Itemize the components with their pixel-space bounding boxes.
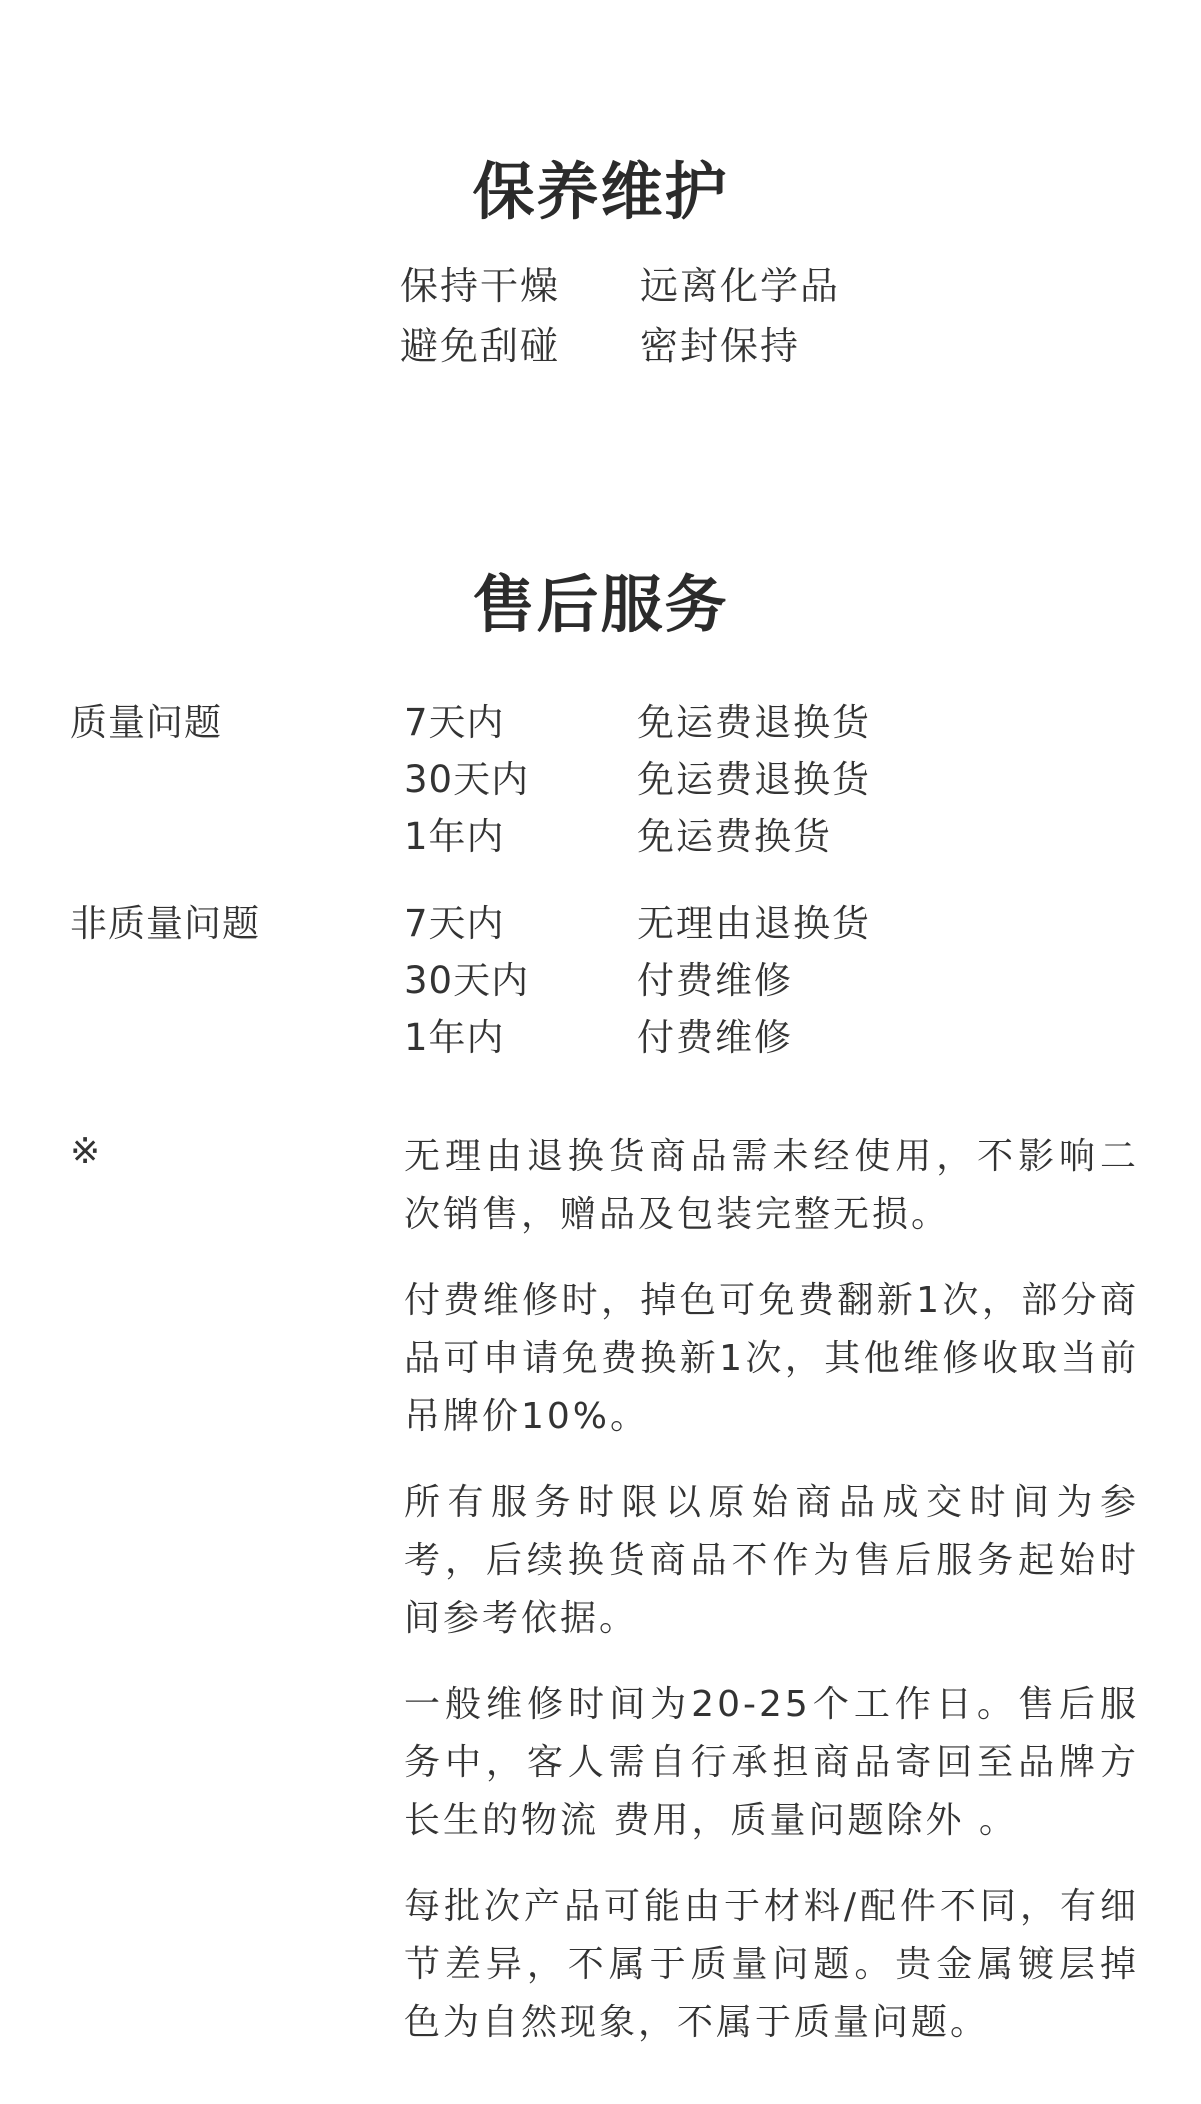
service-period: 30天内 [404, 758, 530, 801]
service-row [404, 758, 871, 815]
note-paragraph: 所有服务时限以原始商品成交时间为参考，后续换货商品不作为售后服务起始时间参考依据。 [404, 1482, 1139, 1639]
service-period: 7天内 [404, 902, 505, 945]
service-period: 1年内 [404, 1016, 505, 1059]
service-policy: 免运费换货 [637, 815, 832, 858]
service-policy: 免运费退换货 [637, 701, 871, 744]
service-row [404, 1016, 871, 1073]
care-tip: 避免刮碰 [400, 324, 561, 368]
service-row [404, 902, 871, 959]
note-paragraph: 付费维修时，掉色可免费翻新1次，部分商品可申请免费换新1次，其他维修收取当前吊牌价10%。 [404, 1280, 1139, 1437]
service-period: 30天内 [404, 959, 530, 1002]
service-policy: 免运费退换货 [637, 758, 871, 801]
care-tip: 保持干燥 [400, 264, 561, 308]
care-section-title: 保养维护 [472, 155, 729, 228]
note-paragraph: 一般维修时间为20-25个工作日。售后服务中，客人需自行承担商品寄回至品牌方长生的物流 费用，质量问题除外 。 [404, 1684, 1139, 1841]
care-tip: 密封保持 [640, 324, 801, 368]
care-tips-grid [400, 266, 880, 366]
service-notes [404, 1128, 1139, 2080]
service-policy: 无理由退换货 [637, 902, 871, 945]
service-row [404, 815, 871, 872]
service-section-title: 售后服务 [472, 568, 729, 641]
care-tip: 远离化学品 [640, 264, 841, 308]
service-row [404, 959, 871, 1016]
group-label: 质量问题 [70, 701, 222, 744]
note-paragraph: 每批次产品可能由于材料/配件不同，有细节差异，不属于质量问题。贵金属镀层掉色为自然现象，不属于质量问题。 [404, 1886, 1139, 2043]
service-policy: 付费维修 [637, 959, 793, 1002]
service-period: 7天内 [404, 701, 505, 744]
service-period: 1年内 [404, 815, 505, 858]
group-label: 非质量问题 [70, 902, 260, 945]
notes-reference-mark: ※ [70, 1131, 101, 1172]
service-row [404, 701, 871, 758]
note-paragraph: 无理由退换货商品需未经使用，不影响二次销售，赠品及包装完整无损。 [404, 1136, 1139, 1235]
service-policy: 付费维修 [637, 1016, 793, 1059]
